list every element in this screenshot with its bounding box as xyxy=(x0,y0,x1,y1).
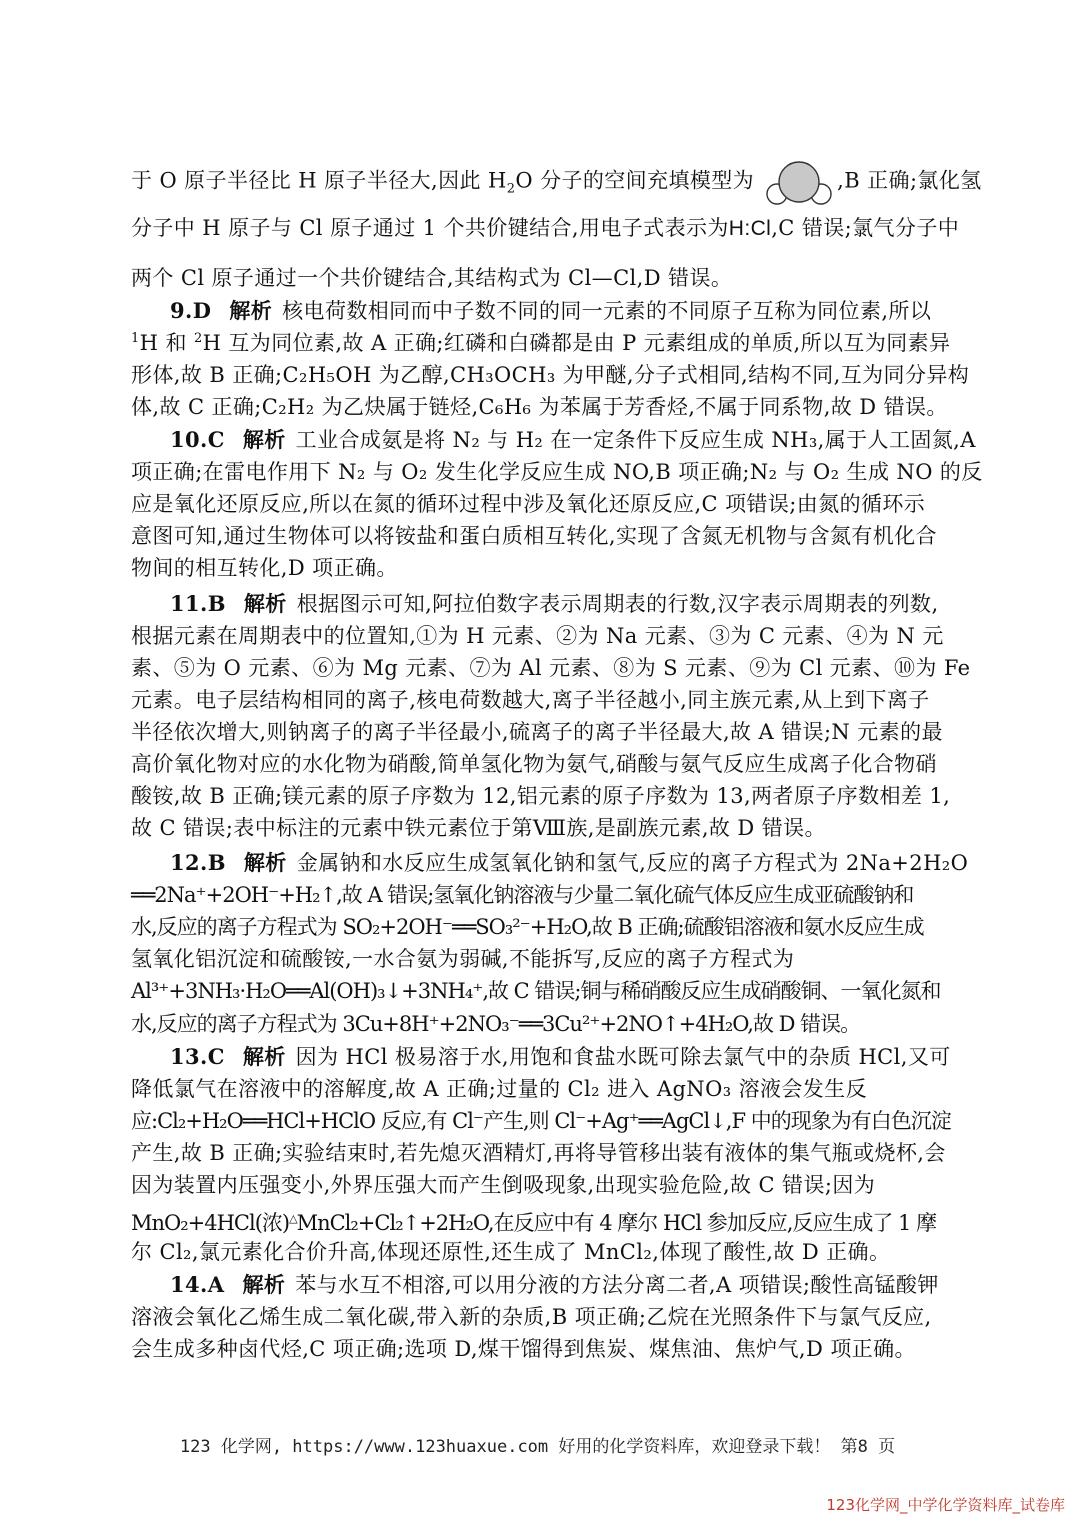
text-line: 会生成多种卤代烃,C 项正确;选项 D,煤干馏得到焦炭、煤焦油、焦炉气,D 项正确。 xyxy=(131,1337,916,1361)
text-line: 高价氧化物对应的水化物为硝酸,简单氢化物为氨气,硝酸与氨气反应生成离子化合物硝 xyxy=(131,752,937,776)
answer-number: 12.B xyxy=(170,850,226,875)
text-span: 根据图示可知,阿拉伯数字表示周期表的行数,汉字表示周期表的列数, xyxy=(296,592,939,616)
text-line: 酸铵,故 B 正确;镁元素的原子序数为 12,铝元素的原子序数为 13,两者原子序数相差 1, xyxy=(131,784,951,808)
text-line: 根据元素在周期表中的位置知,①为 H 元素、②为 Na 元素、③为 C 元素、④为 N 元 xyxy=(131,624,944,648)
answer-number: 11.B xyxy=(170,591,226,616)
text-span: 于 O 原子半径比 H 原子半径大,因此 H xyxy=(131,168,507,193)
text-line: 素、⑤为 O 元素、⑥为 Mg 元素、⑦为 Al 元素、⑧为 S 元素、⑨为 Cl 元素、⑩为 Fe xyxy=(131,656,971,680)
page-footer: 123 化学网, https://www.123huaxue.com 好用的化学资料库，欢迎登录下载！ 第8 页 xyxy=(179,1437,896,1457)
text-line: 氢氧化铝沉淀和硫酸铵,一水合氨为弱碱,不能拆写,反应的离子方程式为 xyxy=(131,947,795,971)
answer-number: 14.A xyxy=(170,1272,225,1297)
text-span: 两个 Cl 原子通过一个共价键结合,其结构式为 Cl—Cl,D 错误。 xyxy=(131,266,733,290)
text-span: MnCl₂+Cl₂↑+2H₂O,在反应中有 4 摩尔 HCl 参加反应,反应生成了 1 摩 xyxy=(296,1211,937,1235)
text-line: 形体,故 B 正确;C₂H₅OH 为乙醇,CH₃OCH₃ 为甲醚,分子式相同,结构不同,互为同分异构 xyxy=(131,363,970,387)
text-line: $^1$H 和 $^2$H 互为同位素,故 A 正确;红磷和白磷都是由 P 元素组成的单质,所以互为同素异 xyxy=(131,331,951,355)
text-span: H 和 xyxy=(139,331,194,355)
analysis-label: 解析 xyxy=(242,1273,286,1297)
text-span: 分子中 H 原子与 Cl 原子通过 1 个共价键结合,用电子式表示为 xyxy=(131,216,729,240)
analysis-label: 解析 xyxy=(243,592,287,616)
question-14-heading xyxy=(170,1269,946,1301)
text-span: MnO₂+4HCl(浓) xyxy=(131,1211,290,1235)
text-line: 尔 Cl₂,氯元素化合价升高,体现还原性,还生成了 MnCl₂,体现了酸性,故 D 正确。 xyxy=(131,1240,891,1264)
text-line: 故 C 错误;表中标注的元素中铁元素位于第Ⅷ族,是副族元素,故 D 错误。 xyxy=(131,816,826,840)
text-span: O 分子的空间充填模型为 xyxy=(515,168,755,193)
heat-symbol: △ xyxy=(289,1212,297,1225)
text-line: 因为装置内压强变小,外界压强大而产生倒吸现象,出现实验危险,故 C 错误;因为 xyxy=(131,1173,876,1197)
electron-formula: H:Cl xyxy=(728,217,772,240)
answer-number: 10.C xyxy=(170,427,225,452)
text-span: 金属钠和水反应生成氢氧化钠和氢气,反应的离子方程式为 2Na+2H₂O xyxy=(296,851,969,875)
text-span: 苯与水互不相溶,可以用分液的方法分离二者,A 项错误;酸性高锰酸钾 xyxy=(295,1273,939,1297)
text-line: 水,反应的离子方程式为 3Cu+8H⁺+2NO₃⁻══3Cu²⁺+2NO↑+4H₂O,故 D 错误。 xyxy=(131,1012,861,1036)
analysis-label: 解析 xyxy=(242,1045,286,1069)
text-line: 应是氧化还原反应,所以在氮的循环过程中涉及氧化还原反应,C 项错误;由氮的循环示 xyxy=(131,492,926,516)
analysis-label: 解析 xyxy=(242,428,286,452)
question-10-heading xyxy=(170,424,976,456)
text-line: Al³⁺+3NH₃·H₂O══Al(OH)₃↓+3NH₄⁺,故 C 错误;铜与稀硝酸反应生成硝酸铜、一氧化氮和 xyxy=(131,979,941,1003)
text-line: 产生,故 B 正确;实验结束时,若先熄灭酒精灯,再将导管移出装有液体的集气瓶或烧杯,会 xyxy=(131,1141,946,1165)
text-span: ,C 错误;氯气分子中 xyxy=(771,216,960,240)
text-line: 意图可知,通过生物体可以将铵盐和蛋白质相互转化,实现了含氮无机物与含氮有机化合 xyxy=(131,524,937,548)
water-space-filling-model-icon xyxy=(763,158,835,206)
text-line: 元素。电子层结构相同的离子,核电荷数越大,离子半径越小,同主族元素,从上到下离子 xyxy=(131,688,930,712)
text-line: ══2Na⁺+2OH⁻+H₂↑,故 A 错误;氢氧化钠溶液与少量二氧化硫气体反应生成亚硫酸钠和 xyxy=(131,883,914,907)
question-13-heading xyxy=(170,1041,951,1073)
question-12-heading xyxy=(170,847,969,879)
text-line: 物间的相互转化,D 项正确。 xyxy=(131,556,398,580)
text-line: 半径依次增大,则钠离子的离子半径最小,硫离子的离子半径最大,故 A 错误;N 元素的最 xyxy=(131,720,943,744)
text-line xyxy=(131,262,946,294)
analysis-label: 解析 xyxy=(243,851,287,875)
question-11-heading xyxy=(170,588,946,620)
text-line: 水,反应的离子方程式为 SO₂+2OH⁻══SO₃²⁻+H₂O,故 B 正确;硫酸铝溶液和氨水反应生成 xyxy=(131,915,924,939)
watermark-link[interactable]: 123化学网_中学化学资料库_试卷库 xyxy=(826,1496,1065,1514)
text-line: 体,故 C 正确;C₂H₂ 为乙炔属于链烃,C₆H₆ 为苯属于芳香烃,不属于同系物,故 D 错误。 xyxy=(131,395,948,419)
analysis-label: 解析 xyxy=(229,299,273,323)
text-line: 溶液会氧化乙烯生成二氧化碳,带入新的杂质,B 项正确;乙烷在光照条件下与氯气反应, xyxy=(131,1305,932,1329)
text-line xyxy=(131,212,960,245)
question-9-heading xyxy=(170,295,946,327)
text-line: 应:Cl₂+H₂O══HCl+HClO 反应,有 Cl⁻产生,则 Cl⁻+Ag⁺══AgCl↓,F 中的现象为有白色沉淀 xyxy=(131,1109,951,1133)
text-line: 项正确;在雷电作用下 N₂ 与 O₂ 发生化学反应生成 NO,B 项正确;N₂ 与 O₂ 生成 NO 的反 xyxy=(131,460,983,484)
text-span: 工业合成氨是将 N₂ 与 H₂ 在一定条件下反应生成 NH₃,属于人工固氮,A xyxy=(295,428,976,452)
answer-number: 13.C xyxy=(170,1044,225,1069)
answer-number: 9.D xyxy=(170,298,212,323)
text-line: 于 O 原子半径比 H 原子半径大,因此 $H_2O$ 分子的空间充填模型为 ,B 正确;氯化氢 xyxy=(131,158,946,206)
text-span: ,B 正确;氯化氢 xyxy=(837,168,982,193)
text-span: 核电荷数相同而中子数不同的同一元素的不同原子互称为同位素,所以 xyxy=(282,299,932,323)
text-span: H 互为同位素,故 A 正确;红磷和白磷都是由 P 元素组成的单质,所以互为同素异 xyxy=(202,331,951,355)
text-line: 降低氯气在溶液中的溶解度,故 A 正确;过量的 Cl₂ 进入 AgNO₃ 溶液会发生反 xyxy=(131,1077,867,1101)
text-line xyxy=(131,1203,946,1239)
text-span: 因为 HCl 极易溶于水,用饱和食盐水既可除去氯气中的杂质 HCl,又可 xyxy=(295,1045,951,1069)
